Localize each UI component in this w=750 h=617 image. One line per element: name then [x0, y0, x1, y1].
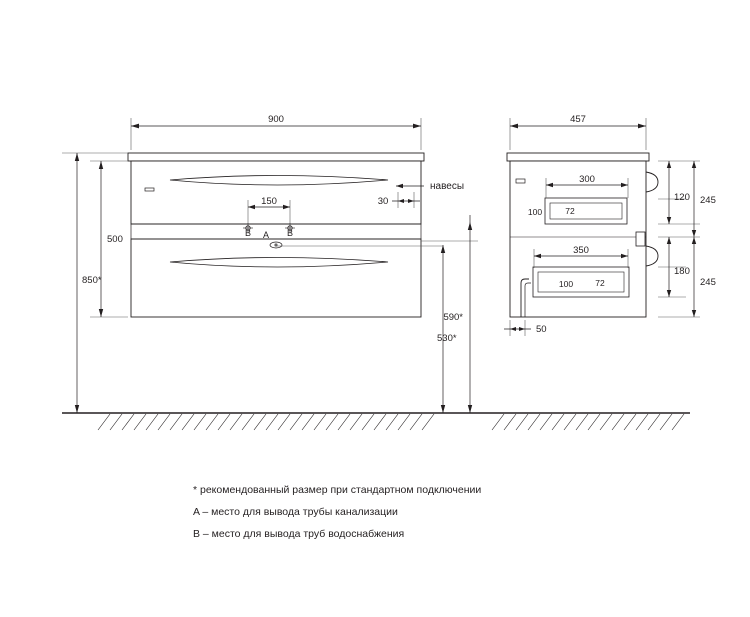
front-label-b-right: B [286, 228, 294, 238]
front-left-latch [145, 188, 154, 191]
dim-front-width: 900 [268, 114, 284, 125]
dim-side-245-bottom: 245 [700, 277, 716, 288]
side-countertop [507, 153, 649, 161]
dim-side-245-top: 245 [700, 195, 716, 206]
dim-front-drawer-height: 500 [107, 234, 123, 245]
front-lower-drawer [131, 239, 421, 317]
dim-side-120: 120 [674, 192, 690, 203]
dim-side-depth: 457 [570, 114, 586, 125]
dim-side-bottom-depth: 350 [573, 245, 589, 256]
front-label-a: A [263, 230, 270, 240]
dim-front-height-530: 530* [437, 333, 457, 344]
front-label-b-left: B [244, 228, 252, 238]
floor-hatch-left [98, 414, 434, 430]
front-upper-drawer [131, 161, 421, 224]
side-lower-hanger [646, 246, 658, 266]
side-top-drawer-inner [550, 203, 622, 219]
front-countertop [128, 153, 424, 161]
dim-front-water-spacing: 150 [261, 196, 277, 207]
dim-side-top-inner-100: 100 [527, 207, 543, 217]
dim-front-height-590: 590* [443, 312, 463, 323]
note-line-3: B – место для вывода труб водоснабжения [193, 528, 405, 540]
side-bracket-plate [636, 232, 645, 246]
note-line-2: A – место для вывода трубы канализации [193, 506, 398, 518]
side-bottom-drawer-inner [538, 272, 624, 292]
floor-hatch-right [492, 414, 684, 430]
dim-front-total-height: 850* [82, 275, 102, 286]
dim-side-top-inner-72: 72 [565, 206, 575, 216]
dim-side-bottom-inner-72: 72 [595, 278, 605, 288]
dim-side-plinth-50: 50 [536, 324, 547, 335]
dim-side-top-depth: 300 [579, 174, 595, 185]
dim-side-180: 180 [674, 266, 690, 277]
side-latch [516, 179, 525, 183]
note-line-1: * рекомендованный размер при стандартном подключении [193, 484, 482, 496]
front-label-hangers: навесы [430, 181, 465, 192]
dim-side-bottom-inner-100: 100 [558, 279, 574, 289]
dim-front-handle-gap: 30 [377, 196, 389, 207]
side-upper-hanger [646, 172, 658, 192]
